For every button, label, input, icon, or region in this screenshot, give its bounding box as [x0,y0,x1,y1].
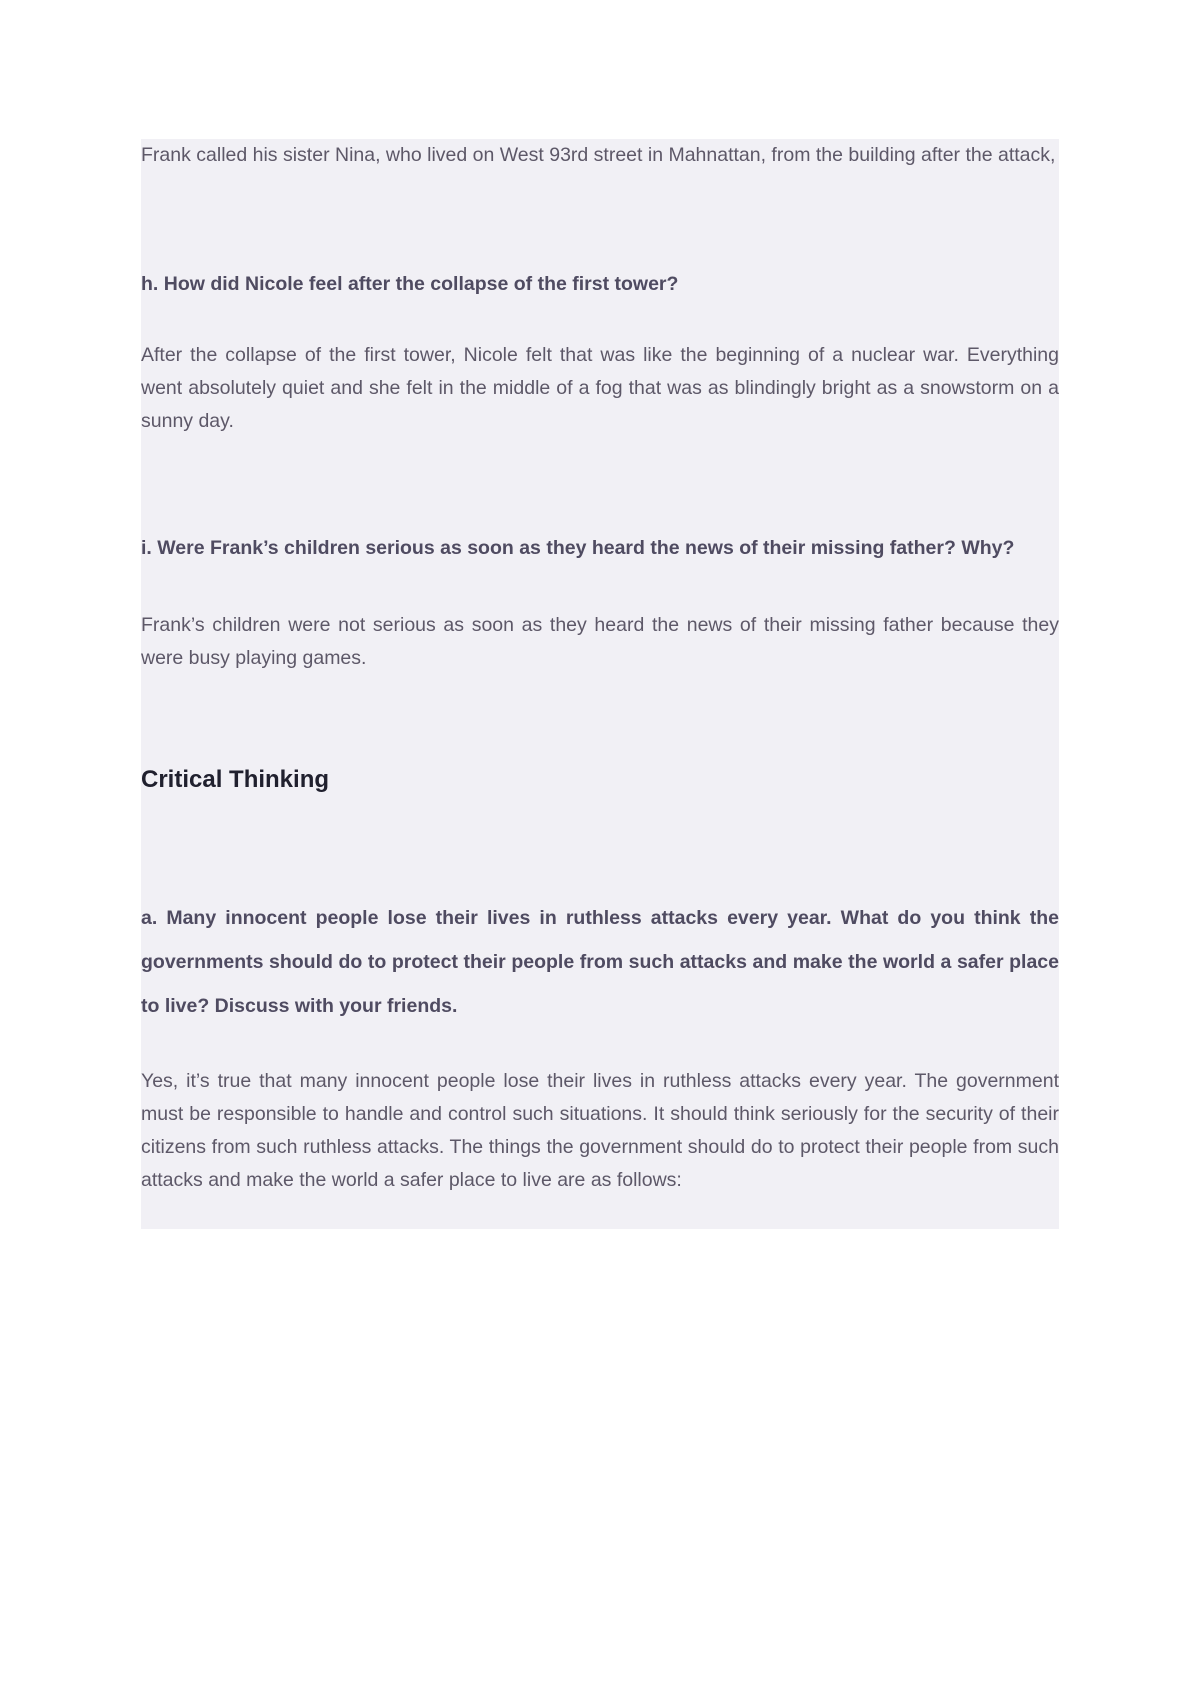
question-heading-i: i. Were Frank’s children serious as soon as they heard the news of their missing father? Why? [141,537,1015,559]
paragraph-answer-h: After the collapse of the first tower, Nicole felt that was like the beginning of a nuclear war. Everything went absolutely quiet and she felt in the middle of a fog that was as blindingly bright as a snowstorm on a sunny day. [141,344,1059,432]
document-content [141,139,1059,1229]
document-page [0,139,1200,1229]
question-heading-h: h. How did Nicole feel after the collapse of the first tower? [141,273,679,295]
paragraph-frank-called-sister: Frank called his sister Nina, who lived on West 93rd street in Mahnattan, from the building after the attack, [141,144,1056,166]
section-heading-critical-thinking: Critical Thinking [141,766,330,793]
paragraph-answer-i: Frank’s children were not serious as soon as they heard the news of their missing father because they were busy playing games. [141,614,1059,669]
question-heading-a: a. Many innocent people lose their lives in ruthless attacks every year. What do you think the governments should do to protect their people from such attacks and make the world a safer place to live? Discuss with your friends. [141,907,1059,1017]
paragraph-answer-a: Yes, it’s true that many innocent people lose their lives in ruthless attacks every year. The government must be responsible to handle and control such situations. It should think seriously for the security of their citizens from such ruthless attacks. The things the government should do to protect their people from such attacks and make the world a safer place to live are as follows: [141,1070,1059,1191]
